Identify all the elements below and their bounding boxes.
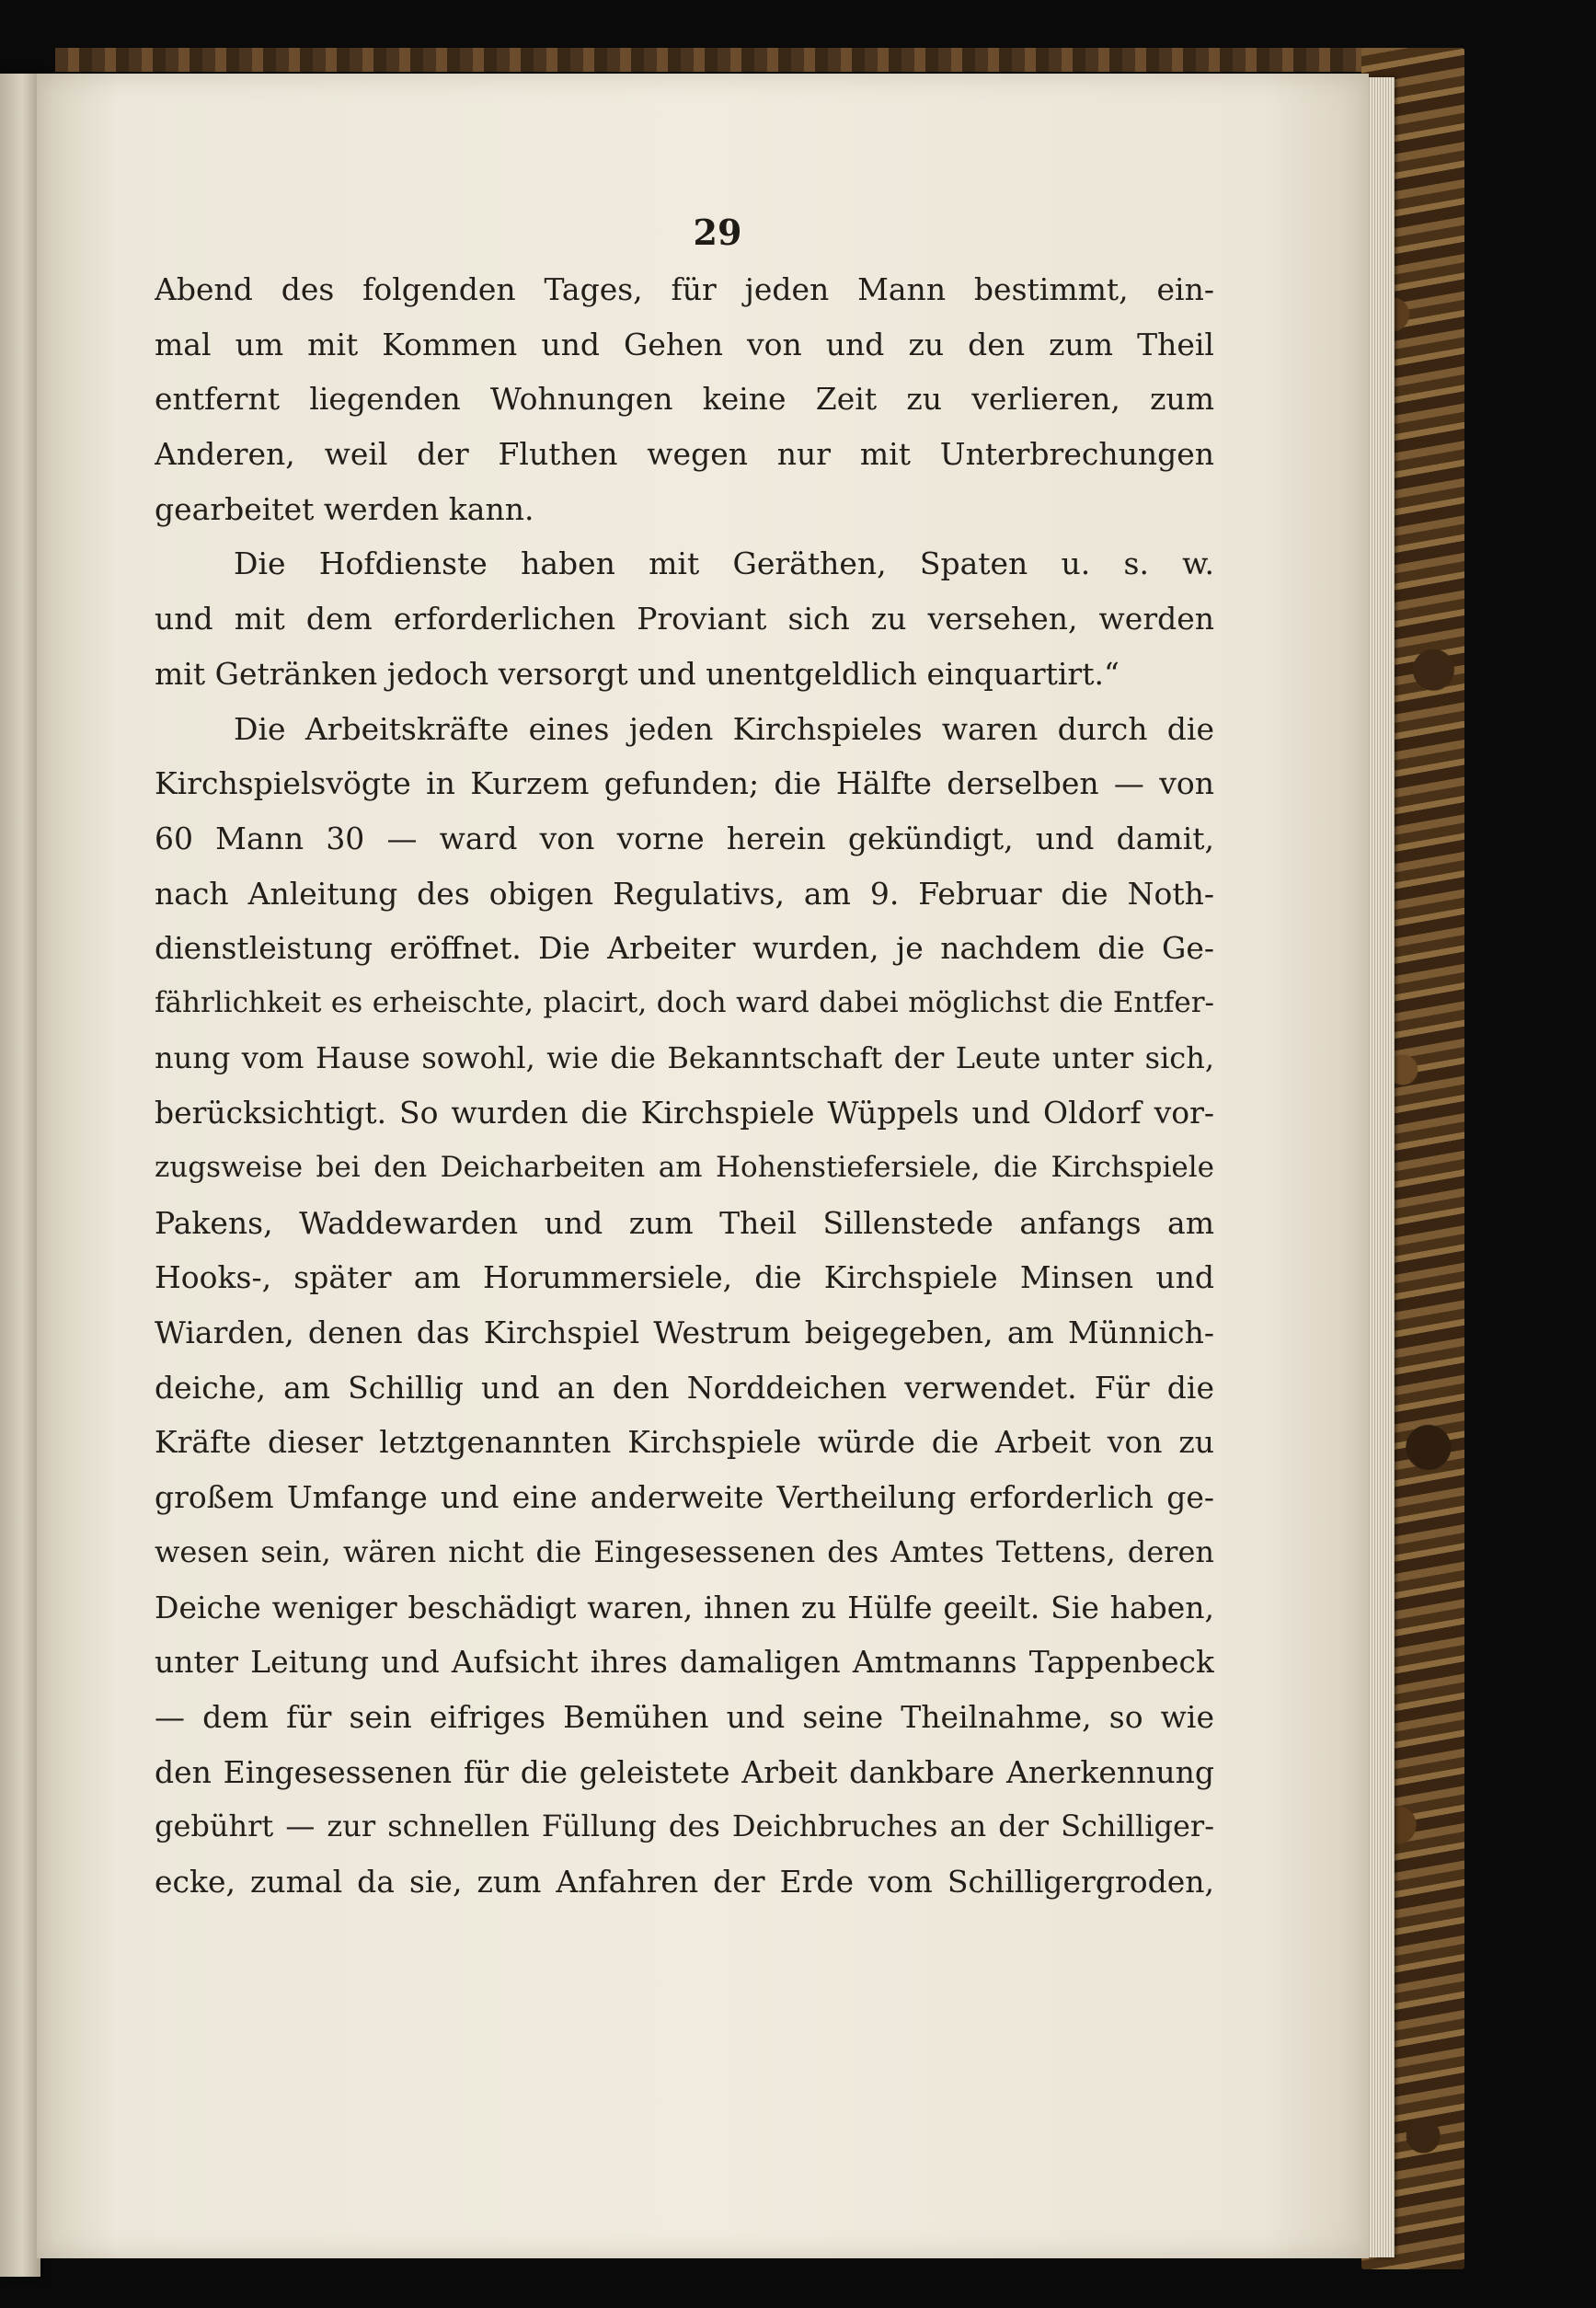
text-line: ecke, zumal da sie, zum Anfahren der Erde vom Schilligergroden, (155, 1863, 1214, 1900)
body-text (155, 262, 1214, 1910)
text-line: Kräfte dieser letztgenannten Kirchspiele würde die Arbeit von zu (155, 1424, 1214, 1461)
text-line: fährlichkeit es erheischte, placirt, doch ward dabei möglichst die Entfer- (155, 985, 1214, 1019)
text-line: gearbeitet werden kann. (155, 490, 534, 527)
text-line: Die Arbeitskräfte eines jeden Kirchspieles waren durch die (234, 710, 1214, 747)
page-number: 29 (693, 212, 742, 253)
text-line: mal um mit Kommen und Gehen von und zu den zum Theil (155, 326, 1214, 362)
page-edges (1367, 77, 1395, 2257)
cover-top-edge (55, 48, 1380, 72)
text-line: Pakens, Waddewarden und zum Theil Sillenstede anfangs am (155, 1204, 1214, 1241)
text-line: den Eingesessenen für die geleistete Arbeit dankbare Anerkennung (155, 1753, 1214, 1790)
text-line: Die Hofdienste haben mit Geräthen, Spaten u. s. w. (234, 545, 1214, 582)
text-line: großem Umfange und eine anderweite Vertheilung erforderlich ge- (155, 1479, 1214, 1516)
text-line: — dem für sein eifriges Bemühen und seine Theilnahme, so wie (155, 1698, 1214, 1735)
text-line: gebührt — zur schnellen Füllung des Deichbruches an der Schilliger- (155, 1809, 1214, 1844)
text-line: Anderen, weil der Fluthen wegen nur mit Unterbrechungen (155, 436, 1214, 473)
text-line: Wiarden, denen das Kirchspiel Westrum beigegeben, am Münnich- (155, 1315, 1214, 1351)
text-line: wesen sein, wären nicht die Eingesessenen des Amtes Tettens, deren (155, 1533, 1214, 1569)
text-line: Kirchspielsvögte in Kurzem gefunden; die Hälfte derselben — von (155, 765, 1214, 802)
text-line: Deiche weniger beschädigt waren, ihnen zu Hülfe geeilt. Sie haben, (155, 1589, 1214, 1625)
text-line: Abend des folgenden Tages, für jeden Mann bestimmt, ein- (155, 271, 1214, 307)
text-line: mit Getränken jedoch versorgt und unentgeldlich einquartirt.“ (155, 655, 1119, 692)
book-page (37, 74, 1369, 2258)
text-line: dienstleistung eröffnet. Die Arbeiter wurden, je nachdem die Ge- (155, 930, 1214, 967)
text-line: nach Anleitung des obigen Regulativs, am 9. Februar die Noth- (155, 875, 1214, 912)
text-line: 60 Mann 30 — ward von vorne herein gekündigt, und damit, (155, 820, 1214, 856)
text-line: zugsweise bei den Deicharbeiten am Hohenstiefersiele, die Kirchspiele (155, 1151, 1214, 1184)
text-line: berücksichtigt. So wurden die Kirchspiele Wüppels und Oldorf vor- (155, 1095, 1214, 1131)
text-line: entfernt liegenden Wohnungen keine Zeit zu verlieren, zum (155, 381, 1214, 418)
text-line: unter Leitung und Aufsicht ihres damaligen Amtmanns Tappenbeck (155, 1644, 1214, 1681)
left-page-edge (0, 74, 40, 2277)
text-line: deiche, am Schillig und an den Norddeichen verwendet. Für die (155, 1369, 1214, 1406)
text-line: und mit dem erforderlichen Proviant sich zu versehen, werden (155, 601, 1214, 637)
text-line: nung vom Hause sowohl, wie die Bekanntschaft der Leute unter sich, (155, 1039, 1214, 1075)
text-line: Hooks-, später am Horummersiele, die Kirchspiele Minsen und (155, 1259, 1214, 1296)
